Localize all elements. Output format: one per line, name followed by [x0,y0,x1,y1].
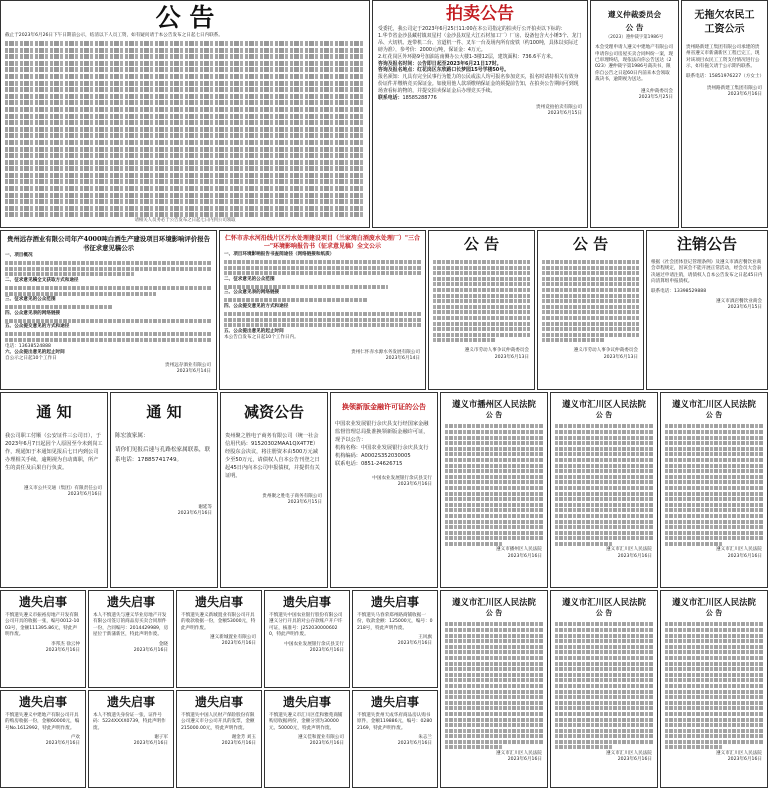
eia2-signer: 贵州仁怀赤水源水务发展有限公司 [351,349,420,355]
eia2-period: 本公告自发布之日起10个工作日内。 [224,335,299,341]
arbitration-body: 本会受理申请人遵义中建地产有限公司申请你公司房屋买卖合同纠纷一案，现已审理终结，现依法向你公告送达（2023）遵仲裁字第1986号裁决书，限你自公告之日起60日内前来本会领取裁决书，逾期视为送达。 [595,45,674,83]
eia-section-1: 一、项目概况 [5,253,33,259]
tz2-greeting: 陈宏波家属： [115,433,149,439]
lost-signer: 王风旗 [418,635,432,641]
lost-title: 遗失启事 [18,595,67,609]
auction-intro: 受委托，我公司定于2023年6月25日11:00在本公司指定的拍卖厅公开拍卖以下标的： [378,26,566,32]
lost-signer: 金晓 [158,641,168,647]
license-phone: 联系电话：0851-24626715 [335,461,403,467]
court1-date: 2023年6月16日 [507,553,542,559]
cancel-signer: 遵义市酒店餐饮业商会 [716,299,762,305]
lost-body: 不慎遗失遵义市振裕房地产开发有限公司开具的收据一张，编号0012-1003号，金额111395.86元，特此声明作废。 [5,613,80,638]
arbitration-signer: 遵义仲裁委员会 [640,88,673,94]
auction-notice [372,0,588,228]
lost-title: 遗失启事 [370,595,419,609]
wage-date: 2023年6月16日 [727,92,762,98]
eia-phone: 电话：13638524888 [5,343,51,349]
court3-signer: 遵义市汇川区人民法院 [716,547,762,553]
wage-payment-notice [681,0,768,228]
notice-title: 公 告 [155,3,215,32]
lost-body: 本人不慎遗失身份证一张，证件号码：5224XXXX0739，特此声明作废。 [93,713,166,731]
court2-signer: 遵义市汇川区人民法院 [606,547,652,553]
wage-signer: 贵州路新建工集团有限公司 [706,86,762,92]
lost-body: 不慎遗失贵州天成华府商品房认购书原件，金额119886元，编号：02802169，特此声明作废。 [357,713,433,731]
license-body: 中国农业发展银行余庆县支行经国家金融监督管理总局批准换领新版金融许可证，现予以公告： [335,421,429,443]
tz1-title: 通 知 [36,403,72,421]
capital-date: 2023年6月15日 [287,500,322,506]
court2-title: 遵义市汇川区人民法院 [562,399,646,409]
employment-notice [0,392,108,588]
wage-settlement-notice [0,0,370,228]
court-notice-huichuan-4 [550,590,658,788]
tz1-signer: 遵义市公共交通（集团）有限责任公司 [23,486,102,491]
lost-title: 遗失启事 [106,595,155,609]
eia2-section-5: 五、公众提出意见的起止时间 [224,328,284,334]
court4-date: 2023年6月16日 [507,757,542,763]
hr1-signer: 遵义市劳动人事争议仲裁委员会 [464,348,529,354]
lost-title: 遗失启事 [194,695,243,709]
lost-date: 2023年6月16日 [397,741,432,747]
eia-date: 2023年6月14日 [176,368,211,374]
eia-signer: 贵州远存酒业有限公司 [165,362,211,368]
capital-title: 减资公告 [243,403,304,421]
license-code: 机构编码：A0002S352030005 [335,453,411,459]
lost-date: 2023年6月16日 [309,647,344,653]
lost-notice [176,590,262,688]
license-org: 机构名称：中国农业发展银行余庆县支行 [335,445,429,451]
court4-signer: 遵义市汇川区人民法院 [496,751,542,757]
court6-title: 遵义市汇川区人民法院 [672,597,756,607]
lost-date: 2023年6月16日 [221,741,256,747]
auction-contact: 联系电话：18585288776 [378,95,437,102]
capital-reduction-notice [220,392,328,588]
court3-title: 遵义市汇川区人民法院 [672,399,756,409]
lost-signer: 李邦杰 徐云仲 [50,641,80,647]
court6-subtitle: 公 告 [705,608,723,618]
lost-notice [264,690,350,788]
auction-signer: 贵州竞拍拍卖有限公司 [536,104,582,110]
court3-date: 2023年6月16日 [727,553,762,559]
name-list [1,41,369,217]
eia2-section-1: 一、项目环境影响报告书查阅途径（网络链接和纸质） [224,252,335,257]
eia2-section-2: 二、征求意见的公众范围 [224,276,275,282]
court6-date: 2023年6月16日 [727,757,762,763]
court4-subtitle: 公 告 [485,608,503,618]
court-notice-huichuan-2 [660,392,768,588]
eia-notice-liquor [0,230,217,390]
court5-date: 2023年6月16日 [617,757,652,763]
arbitration-case: （2023）遵仲裁字第1986号 [605,35,664,41]
notice-footer: 请相关人员务必于公告发布之日起七日内到公司领取 [134,218,236,223]
cancel-title: 注销公告 [676,235,737,253]
license-signer: 中国农业发展银行余庆县支行 [372,476,432,481]
license-date: 2023年6月16日 [397,482,432,488]
wage-contact: 联系电话：15851976227（方女士） [686,73,765,79]
arbitration-notice [590,0,679,228]
auction-title: 拍卖公告 [446,4,514,24]
family-contact-notice [110,392,218,588]
tz2-body: 请你们见报后速与孔路松家属联系，联系电话：17885741749。 [115,447,211,463]
lost-date: 2023年6月16日 [397,641,432,647]
court5-signer: 遵义市汇川区人民法院 [606,751,652,757]
eia2-section-3: 三、公众意见表的网络链接 [224,290,280,296]
court5-subtitle: 公 告 [595,608,613,618]
hr1-date: 2023年6月13日 [494,354,529,360]
license-title: 换领新版金融许可证的公告 [342,402,426,411]
wage-body: 贵州路新建工集团有限公司承建的贵州省遵义市新蒲新区工程已完工，现对该项目农民工工资支付情况进行公示，如有拖欠请于公示期内联系。 [686,45,760,70]
auction-time: 咨询及报名时间：公告即日起至2023年6月21日17时。 [378,60,502,67]
hr1-title: 公 告 [463,235,500,253]
eia-notice-wastewater [219,230,426,390]
eia-period: 自公示之日起10个工作日 [5,356,57,362]
tz2-title: 通 知 [146,403,182,421]
lost-title: 遗失启事 [282,695,331,709]
lost-notice [0,590,86,688]
court-notice-huichuan-5 [660,590,768,788]
cancel-phone: 联系电话：13398529888 [651,288,707,294]
lost-signer: 朱志兰 [418,735,432,741]
lost-body: 本人不慎遗失与遵义华业房地产开发有限公司签订的商品房买卖合同原件一份，合同编号：2014429989，房屋位于新蒲新区，特此声明作废。 [93,613,169,638]
lost-signer: 卢欢 [70,735,80,741]
hr2-title: 公 告 [572,235,609,253]
auction-item-2: 2.红花岗区外环路9号加油站南侧办公大楼1-3楼12层，建筑面积：736.6平方米。 [378,53,556,60]
deregistration-notice [646,230,768,390]
lost-title: 遗失启事 [106,695,155,709]
court1-title: 遵义市播州区人民法院 [452,399,536,409]
eia-section-6: 六、公众提出意见的起止时间 [5,349,65,355]
capital-signer: 贵州聚之胜电子商务有限公司 [262,494,322,499]
lost-notice [264,590,350,688]
eia2-date: 2023年6月14日 [385,355,420,361]
lost-date: 2023年6月16日 [45,741,80,747]
lost-date: 2023年6月16日 [133,741,168,747]
lost-title: 遗失启事 [194,595,243,609]
lost-notice [352,590,438,688]
court3-subtitle: 公 告 [705,410,723,420]
lost-signer: 谢金芳 刘玉 [231,735,256,741]
tz2-signer: 谢延等 [198,505,212,510]
lost-title: 遗失启事 [282,595,331,609]
auction-date: 2023年6月15日 [547,111,582,117]
court6-signer: 遵义市汇川区人民法院 [716,751,762,757]
court2-date: 2023年6月16日 [617,553,652,559]
auction-place: 咨询及报名地点：红花岗区东欣路口长梦园15号学楼50号。 [378,67,509,74]
eia-section-4: 四、公众意见表的网络链接 [5,310,61,316]
lost-body: 不慎遗失中国人民财产保险股份有限公司遵义市分公司开具的发票，金额215000.00元，特此声明作废。 [181,713,255,731]
lost-signer: 遵义新城置业有限公司 [210,635,256,641]
tz1-body: 我公司职工付顺（公安证件三公司日），于2023年6月7日起因个人原因至今未到岗工作，现通知于本通知见报后七日内到公司办理相关手续，逾期视为自动离职，所产生的责任及后果自行负责。 [5,433,103,471]
lost-title: 遗失启事 [18,695,67,709]
court1-signer: 遵义市播州区人民法院 [496,547,542,553]
court4-title: 遵义市汇川区人民法院 [452,597,536,607]
eia2-section-4: 四、公众提交意见的方式和途径 [224,303,289,309]
eia-title: 贵州远存酒业有限公司年产4000吨白酒生产建设项目环境影响评价报告书征求意见稿公示 [6,235,211,252]
lost-notice [352,690,438,788]
tz1-date: 2023年6月16日 [67,492,102,498]
lost-notice [0,690,86,788]
hr2-date: 2023年6月13日 [603,354,638,360]
court-notice-huichuan-1 [550,392,658,588]
arbitration-title: 遵义仲裁委员会 [607,10,662,19]
court2-subtitle: 公 告 [595,410,613,420]
eia2-title: 仁怀市赤水河沿线片区污水处理建设项目（兰家湾白酒废水处理厂）"三合一"环境影响报告书（征求意见稿）全文公示 [224,235,421,250]
lost-date: 2023年6月16日 [221,641,256,647]
lost-notice [176,690,262,788]
cancel-body: 根据《社会团体登记管理条例》及遵义市酒店餐饮业商会章程规定，因该会不能开展正常活动，经会员大会表决通过申请注销，请债权人自本公告发布之日起45日内向清算组申报债权。 [651,260,763,285]
hr-arbitration-notice-1 [428,230,535,390]
license-renewal-notice [330,392,438,588]
lost-signer: 谢子军 [154,735,168,741]
lost-body: 不慎遗失中国农业银行股份有限公司遵义分行开具的对公存款账户开户许可证，核准号：J2520300006020，特此声明作废。 [269,613,343,638]
auction-rules: 报名须知：凡具有完全民事行为能力的公民或法人均可报名参加竞买，报名时请持相关有效身份证件并缴纳竞买保证金。如使用他人款项缴纳保证金的须提前告知，在拍卖公告期间可到现场查看标的物的，并提交拍卖保证金后办理竞买手续。 [378,74,579,95]
tz2-date: 2023年6月16日 [177,511,212,517]
lost-body: 不慎遗失遵义市汇川区佳和雅苑商铺购房收据两份，金额分别为30000元、50000元，特此声明作废。 [269,713,343,731]
court-notice-bozhou [440,392,548,588]
eia-section-5: 五、公众提交意见的方式和途径 [5,324,70,330]
lost-signer: 遵义佳和置业有限公司 [298,735,344,741]
cancel-date: 2023年6月15日 [727,305,762,311]
court1-subtitle: 公 告 [485,410,503,420]
arbitration-date: 2023年5月25日 [638,94,673,100]
lost-title: 遗失启事 [370,695,419,709]
hr2-signer: 遵义市劳动人事争议仲裁委员会 [573,348,638,354]
eia-section-3: 三、征求意见的公众范围 [5,297,56,303]
capital-body: 贵州聚之胜电子商务有限公司（统一社会信用代码：91520302MAA1QX4T7E）经股东会决议，将注册资本由500万元减少至50万元，请债权人自本公告刊登之日起45日内向本公司申报债权，并提供有关证明。 [225,433,320,479]
lost-notice [88,590,174,688]
wage-title-line1: 无拖欠农民工 [694,10,755,21]
lost-body: 不慎遗失遵义新城置业有限公司开具的收款收据一份，金额53000元，特此声明作废。 [181,613,256,631]
wage-title-line2: 工资公示 [704,24,745,35]
eia-section-2: 二、征求意见稿全文获取方式和途径 [5,277,79,283]
lost-body: 不慎遗失遵义中建地产有限公司开具的购房收据一份，金额60000元，编号No.1612992，特此声明作废。 [5,713,80,731]
hr-arbitration-notice-2 [537,230,644,390]
notice-intro: 截止于2023年6月26日下午日期前公示，结清以下人员工资，如有疑问请于本公告发布之日起七日内联系。 [5,33,223,38]
lost-date: 2023年6月16日 [309,741,344,747]
lost-date: 2023年6月16日 [133,647,168,653]
lost-date: 2023年6月16日 [45,647,80,653]
lost-signer: 中国农业发展银行余庆县支行 [284,641,344,647]
arbitration-subtitle: 公 告 [625,22,644,32]
court5-title: 遵义市汇川区人民法院 [562,597,646,607]
lost-body: 不慎遗失马春荣郑州路商铺收据一份，收款金额：125000元，编号：0218号，特此声明作废。 [357,613,433,631]
court-notice-huichuan-3 [440,590,548,788]
lost-notice [88,690,174,788]
auction-item-1: 1.华节省金沙县藏村镇双星村（金沙县双星大江石材加工厂）厂房、设备包含大小锤3个、龙门吊、大切机、连带机二台、宣道机一件、叉车一台及场内所有废铁（约100吨，具体以实际过磅为准），参考价：2000元/吨，保证金：4万元。 [378,32,582,53]
